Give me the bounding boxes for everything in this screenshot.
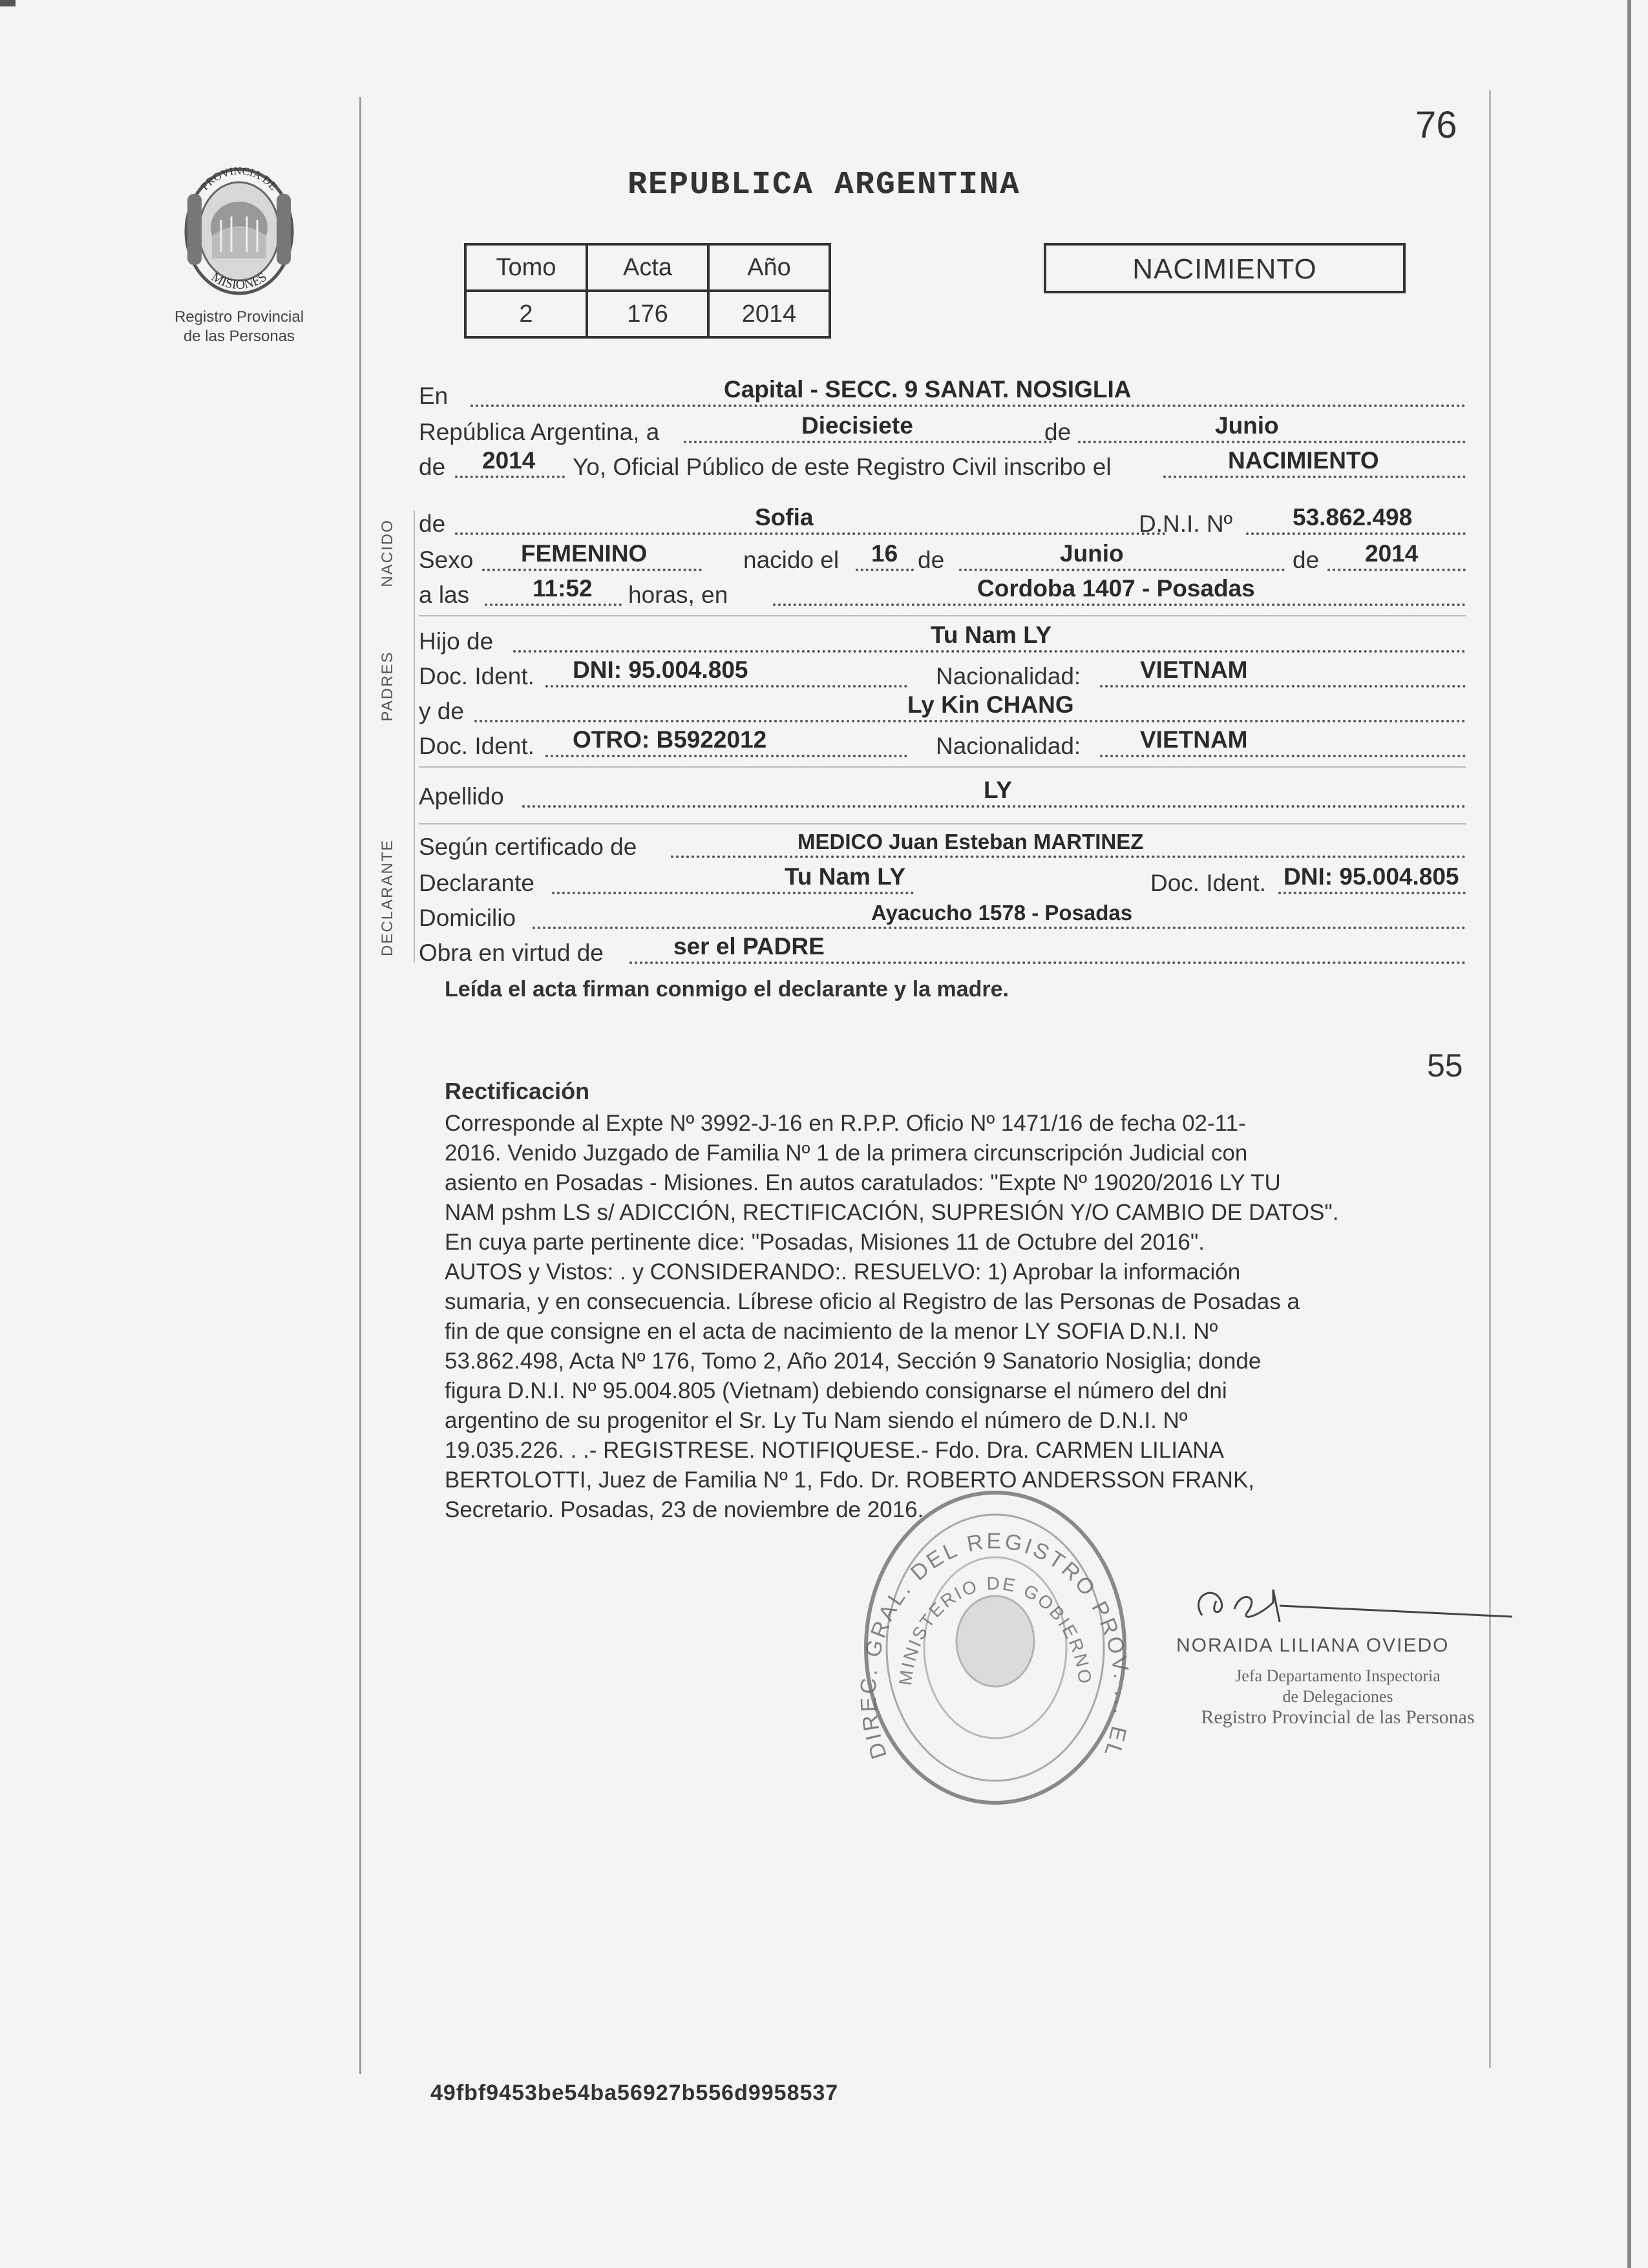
- header-tomo: Tomo: [465, 244, 587, 291]
- place-value: Cordoba 1407 - Posadas: [977, 575, 1255, 602]
- row-apellido: [419, 778, 1466, 814]
- record-type-box: NACIMIENTO: [1044, 243, 1406, 293]
- rectificacion-line: 19.035.226. . .- REGISTRESE. NOTIFIQUESE.- Fdo. Dra. CARMEN LILIANA: [445, 1438, 1224, 1463]
- de3-label: de: [1293, 547, 1320, 573]
- logo-caption-line1: Registro Provincial: [174, 308, 304, 326]
- dotted-line: [552, 892, 914, 894]
- en-label: En: [419, 383, 449, 409]
- alas-label: a las: [419, 582, 470, 608]
- inscribe-value: NACIMIENTO: [1228, 447, 1379, 474]
- rectificacion-line: 2016. Venido Juzgado de Familia Nº 1 de la primera circunscripción Judicial con: [445, 1140, 1248, 1166]
- dotted-line: [455, 532, 1166, 535]
- rectificacion-line: Secretario. Posadas, 23 de noviembre de 2016.: [445, 1497, 924, 1522]
- apellido-label: Apellido: [419, 783, 504, 810]
- dotted-line: [1327, 569, 1466, 571]
- domicilio-value: Ayacucho 1578 - Posadas: [871, 901, 1133, 925]
- dotted-line: [522, 805, 1466, 808]
- nacido-label: nacido el: [743, 547, 840, 573]
- republica-label: República Argentina, a: [419, 419, 660, 445]
- value-acta: 176: [587, 291, 708, 337]
- dotted-line: [959, 569, 1285, 571]
- rectificacion-line: NAM pshm LS s/ ADICCIÓN, RECTIFICACIÓN, SUPRESIÓN Y/O CAMBIO DE DATOS".: [445, 1200, 1339, 1225]
- obra-label: Obra en virtud de: [419, 940, 604, 966]
- dotted-line: [1100, 755, 1466, 757]
- de-label: de: [1044, 419, 1072, 445]
- rectificacion-line: 53.862.498, Acta Nº 176, Tomo 2, Año 2014, Sección 9 Sanatorio Nosiglia; donde: [445, 1349, 1262, 1374]
- mother-nat-value: VIETNAM: [1140, 726, 1248, 753]
- obra-value: ser el PADRE: [673, 933, 825, 960]
- sexo-value: FEMENINO: [521, 540, 648, 567]
- declarante-label: Declarante: [419, 870, 534, 896]
- dotted-line: [533, 927, 1466, 929]
- rectificacion-line: argentino de su progenitor el Sr. Ly Tu Nam siendo el número de D.N.I. Nº: [445, 1408, 1188, 1433]
- rectificacion-body: [445, 1109, 1505, 1525]
- cert-label: Según certificado de: [419, 834, 637, 860]
- section-separator: [419, 615, 1466, 616]
- left-margin-line: [359, 97, 361, 2074]
- signatory-role-line3: Registro Provincial de las Personas: [1201, 1706, 1475, 1728]
- birth-year: 2014: [1365, 540, 1419, 567]
- decl-doc-label: Doc. Ident.: [1150, 870, 1266, 896]
- dotted-line: [513, 650, 1466, 653]
- side-label-nacido: NACIDO: [379, 519, 396, 587]
- birth-month: Junio: [1060, 540, 1124, 567]
- rectificacion-title: Rectificación: [445, 1078, 590, 1104]
- value-anio: 2014: [708, 291, 830, 337]
- handwritten-signature: [1176, 1577, 1525, 1635]
- dotted-line: [1100, 685, 1466, 688]
- father-doc-value: DNI: 95.004.805: [573, 656, 748, 683]
- scan-top-left-mark: [0, 0, 16, 6]
- dotted-line: [671, 856, 1466, 858]
- oficial-text: Yo, Oficial Público de este Registro Civil inscribo el: [573, 454, 1112, 480]
- dotted-line: [1246, 532, 1466, 535]
- right-margin-line: [1489, 90, 1491, 2068]
- province-seal-icon: [174, 155, 304, 304]
- dotted-line: [455, 476, 565, 478]
- registry-table: [464, 243, 831, 339]
- signatory-role-line2: de Delegaciones: [1282, 1687, 1393, 1706]
- day-value: Diecisiete: [801, 412, 913, 439]
- note-number: 55: [1427, 1047, 1463, 1084]
- father-doc-label: Doc. Ident.: [419, 663, 534, 689]
- dotted-line: [474, 720, 1466, 722]
- dotted-line: [485, 604, 622, 606]
- rectificacion-line: asiento en Posadas - Misiones. En autos caratulados: "Expte Nº 19020/2016 LY TU: [445, 1170, 1281, 1195]
- row-padre: [419, 623, 1466, 659]
- section-separator: [419, 766, 1466, 768]
- dni-label: D.N.I. Nº: [1139, 510, 1233, 537]
- hijo-label: Hijo de: [419, 628, 494, 655]
- row-en: [419, 377, 1466, 414]
- rectificacion-line: Corresponde al Expte Nº 3992-J-16 en R.P.P. Oficio Nº 1471/16 de fecha 02-11-: [445, 1111, 1246, 1136]
- row-hora: [419, 576, 1466, 613]
- dotted-line: [629, 961, 1466, 964]
- registry-table-header: [465, 244, 830, 291]
- decl-doc-value: DNI: 95.004.805: [1284, 863, 1459, 890]
- apellido-value: LY: [984, 777, 1012, 803]
- signatory-name: NORAIDA LILIANA OVIEDO: [1176, 1635, 1450, 1656]
- dotted-line: [773, 604, 1466, 606]
- father-nat-value: VIETNAM: [1140, 656, 1248, 683]
- seal-top-text: PROVINCIA DE: [198, 164, 280, 193]
- stamp-outer-text: DIREC. GRAL. DEL REGISTRO PROV. ... EL: [856, 1529, 1135, 1762]
- row-declarante: [419, 865, 1466, 901]
- row-fecha: [419, 414, 1466, 450]
- form-inner-line: [414, 510, 415, 963]
- side-label-padres: PADRES: [379, 651, 396, 722]
- de2-label: de: [918, 547, 945, 573]
- row-domicilio: [419, 899, 1466, 936]
- stamp-inner-text: MINISTERIO DE GOBIERNO: [895, 1573, 1095, 1686]
- logo-caption: [162, 308, 317, 346]
- father-nat-label: Nacionalidad:: [936, 663, 1081, 689]
- registry-table-values: [465, 291, 830, 337]
- mother-doc-value: OTRO: B5922012: [573, 726, 767, 753]
- dotted-line: [545, 755, 907, 757]
- mother-nat-label: Nacionalidad:: [936, 733, 1081, 759]
- dotted-line: [482, 569, 702, 571]
- page-number: 76: [1415, 104, 1457, 146]
- scan-right-edge: [1627, 0, 1631, 2268]
- father-value: Tu Nam LY: [931, 622, 1052, 648]
- declarante-value: Tu Nam LY: [785, 863, 906, 890]
- cert-value: MEDICO Juan Esteban MARTINEZ: [798, 830, 1144, 854]
- official-stamp: [847, 1480, 1144, 1816]
- document-hash: 49fbf9453be54ba56927b556d9958537: [430, 2081, 839, 2105]
- sexo-label: Sexo: [419, 547, 474, 573]
- dni-value: 53.862.498: [1293, 504, 1413, 530]
- year-label: de: [419, 454, 446, 480]
- dotted-line: [856, 569, 914, 571]
- signatory-role-line1: Jefa Departamento Inspectoria: [1235, 1666, 1441, 1685]
- rectificacion-line: sumaria, y en consecuencia. Líbrese oficio al Registro de las Personas de Posadas a: [445, 1289, 1300, 1314]
- month-value: Junio: [1215, 412, 1279, 439]
- yde-label: y de: [419, 698, 464, 724]
- mother-value: Ly Kin CHANG: [907, 691, 1074, 718]
- stamp-seal-icon: [847, 1480, 1144, 1816]
- horas-label: horas, en: [628, 582, 728, 608]
- row-certificado: [419, 828, 1466, 865]
- section-separator: [419, 823, 1466, 824]
- header-anio: Año: [708, 244, 830, 291]
- logo-caption-line2: de las Personas: [183, 328, 295, 345]
- en-value: Capital - SECC. 9 SANAT. NOSIGLIA: [724, 376, 1132, 403]
- mother-doc-label: Doc. Ident.: [419, 733, 534, 759]
- rectificacion-line: En cuya parte pertinente dice: "Posadas, Misiones 11 de Octubre del 2016".: [445, 1230, 1205, 1255]
- dotted-line: [1163, 476, 1466, 478]
- time-value: 11:52: [533, 575, 593, 602]
- row-padre-doc: [419, 658, 1466, 694]
- signatory-role: [1157, 1666, 1519, 1728]
- row-obra: [419, 934, 1466, 971]
- dotted-line: [684, 441, 1052, 443]
- seal-bottom-text: MISIONES: [209, 269, 269, 293]
- header-acta: Acta: [587, 244, 708, 291]
- page-title: REPUBLICA ARGENTINA: [627, 167, 1021, 204]
- registry-logo: [162, 155, 317, 346]
- name-value: Sofia: [755, 504, 814, 530]
- rectificacion-line: fin de que consigne en el acta de nacimiento de la menor LY SOFIA D.N.I. Nº: [445, 1319, 1218, 1344]
- rectificacion-line: figura D.N.I. Nº 95.004.805 (Vietnam) debiendo consignarse el número del dni: [445, 1378, 1227, 1403]
- row-nombre: [419, 505, 1466, 541]
- dotted-line: [1078, 441, 1466, 443]
- row-madre-doc: [419, 728, 1466, 764]
- year-value: 2014: [482, 447, 536, 474]
- dotted-line: [1278, 892, 1466, 894]
- row-sexo: [419, 541, 1466, 578]
- dotted-line: [470, 404, 1466, 407]
- signature-scribble-icon: [1176, 1577, 1525, 1635]
- closing-statement: Leída el acta firman conmigo el declarante y la madre.: [445, 977, 1009, 1002]
- row-inscribe: [419, 448, 1466, 485]
- birth-day: 16: [871, 540, 898, 567]
- rectificacion-line: BERTOLOTTI, Juez de Familia Nº 1, Fdo. Dr. ROBERTO ANDERSSON FRANK,: [445, 1467, 1255, 1493]
- name-label: de: [419, 510, 446, 537]
- domicilio-label: Domicilio: [419, 905, 516, 931]
- value-tomo: 2: [465, 291, 587, 337]
- row-madre: [419, 693, 1466, 729]
- side-label-declarante: DECLARANTE: [379, 839, 396, 956]
- rectificacion-line: AUTOS y Vistos: . y CONSIDERANDO:. RESUELVO: 1) Aprobar la información: [445, 1259, 1241, 1285]
- dotted-line: [545, 685, 907, 688]
